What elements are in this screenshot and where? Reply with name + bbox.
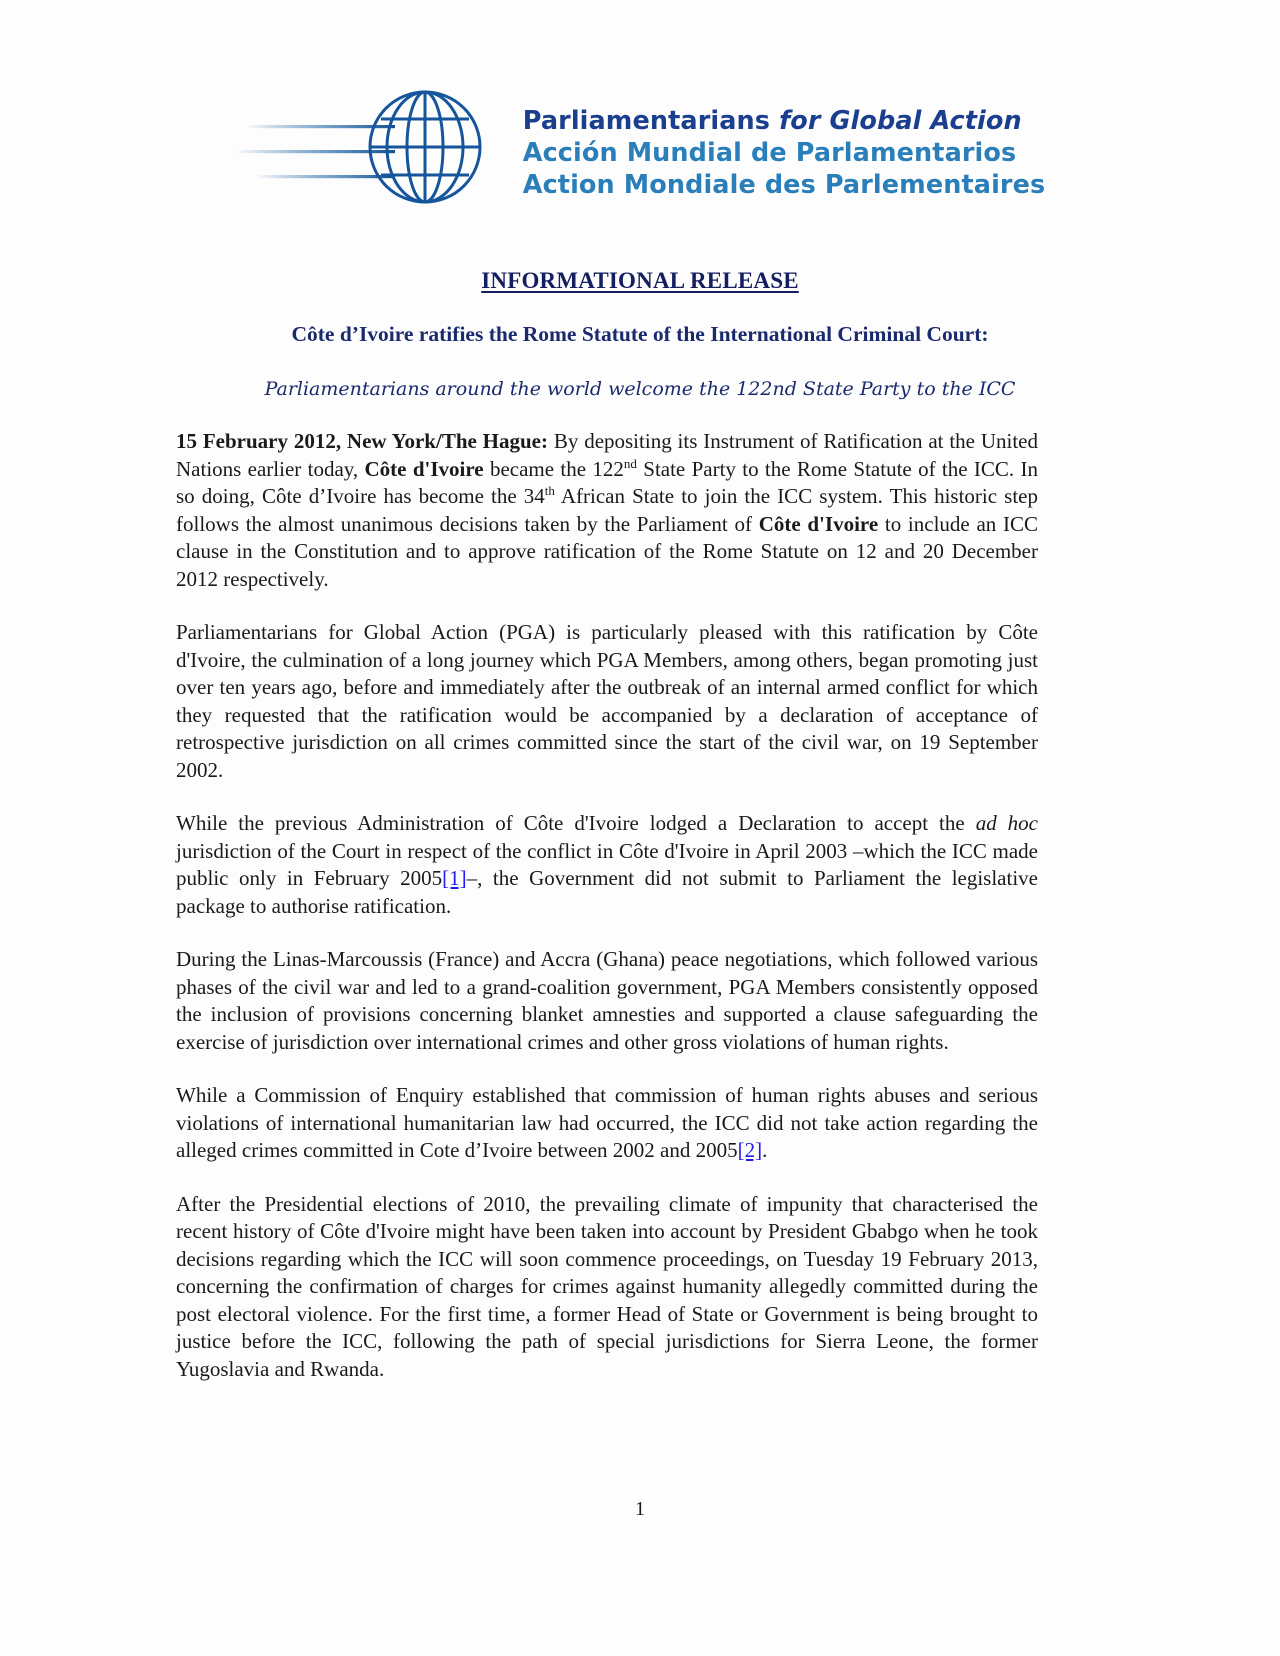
- p1-text-4: African State to join the ICC system. This historic step follows the almost unanimous decisions taken by the Parliament of: [176, 484, 1038, 536]
- organization-names: [523, 93, 1046, 201]
- document-title-text: INFORMATIONAL RELEASE: [481, 268, 799, 293]
- p3-text-3: –, the Government did not submit to Parliament the legislative package to authorise ratification.: [176, 866, 1038, 918]
- org-name-french: Action Mondiale des Parlementaires: [522, 170, 1046, 201]
- paragraph-3: [176, 810, 1038, 920]
- globe-wireframe-icon: [235, 88, 505, 206]
- org-name-en-regular: Parliamentarians: [522, 105, 780, 136]
- p1-bold-2: Côte d'Ivoire: [758, 511, 879, 536]
- document-body: [176, 428, 1038, 1383]
- paragraph-2: Parliamentarians for Global Action (PGA) is particularly pleased with this ratification by Côte d'Ivoire, the culmination of a long journey which PGA Members, among others, began promoting just over ten years ago, before and immediately after the outbreak of an internal armed conflict for which they requested that the ratification would be accompanied by a declaration of acceptance of retrospective jurisdiction on all crimes committed since the start of the civil war, on 19 September 2002.: [176, 620, 1038, 782]
- page-number: 1: [635, 1498, 645, 1520]
- paragraph-1: [176, 428, 1038, 593]
- p1-ordinal-1: nd: [623, 455, 637, 471]
- p1-text-2: became the 122: [483, 456, 624, 481]
- org-name-spanish: Acción Mundial de Parlamentarios: [522, 137, 1017, 168]
- p1-text-3: State Party to the Rome Statute of the ICC. In so doing, Côte d’Ivoire has become the 34: [176, 456, 1038, 508]
- p1-ordinal-2: th: [544, 483, 555, 498]
- p5-text-1: While a Commission of Enquiry established that commission of human rights abuses and serious violations of international humanitarian law had occurred, the ICC did not take action regarding the alleged crimes committed in Cote d’Ivoire between 2002 and 2005: [176, 1083, 1038, 1162]
- footnote-link-2[interactable]: [2]: [737, 1138, 763, 1162]
- p1-bold-1: Côte d'Ivoire: [364, 456, 484, 481]
- p3-italic-1: ad hoc: [975, 811, 1038, 835]
- p3-text-2: jurisdiction of the Court in respect of the conflict in Côte d'Ivoire in April 2003 –which the ICC made public only in February 2005: [176, 838, 1038, 890]
- org-name-english: [523, 105, 1046, 137]
- dateline: 15 February 2012, New York/The Hague:: [176, 429, 548, 453]
- letterhead: [0, 88, 1280, 208]
- paragraph-5: [176, 1082, 1038, 1165]
- paragraph-4: During the Linas-Marcoussis (France) and Accra (Ghana) peace negotiations, which followed various phases of the civil war and led to a grand-coalition government, PGA Members consistently opposed the inclusion of provisions concerning blanket amnesties and supported a clause safeguarding the exercise of jurisdiction over international crimes and other gross violations of human rights.: [176, 947, 1038, 1054]
- footnote-link-1[interactable]: [1]: [442, 866, 467, 890]
- paragraph-6: After the Presidential elections of 2010, the prevailing climate of impunity that characterised the recent history of Côte d'Ivoire might have been taken into account by President Gbabgo when he took decisions regarding which the ICC will soon commence proceedings, on Tuesday 19 February 2013, concerning the confirmation of charges for crimes against humanity allegedly committed during the post electoral violence. For the first time, a former Head of State or Government is being brought to justice before the ICC, following the path of special jurisdictions for Sierra Leone, the former Yugoslavia and Rwanda.: [176, 1191, 1038, 1381]
- p3-text-1: While the previous Administration of Côte d'Ivoire lodged a Declaration to accept the: [176, 811, 976, 835]
- p1-text-5: to include an ICC clause in the Constitution and to approve ratification of the Rome Statute on 12 and 20 December 2012 respectively.: [176, 511, 1038, 591]
- document-title: [0, 268, 1280, 294]
- document-tagline: Parliamentarians around the world welcome the 122nd State Party to the ICC: [264, 378, 1016, 400]
- document-subtitle: Côte d’Ivoire ratifies the Rome Statute of the International Criminal Court:: [291, 322, 989, 346]
- organization-logo: [235, 88, 1046, 206]
- p5-text-2: .: [762, 1138, 768, 1162]
- org-name-en-italic: for Global Action: [779, 105, 1022, 136]
- p1-text-1: By depositing its Instrument of Ratification at the United Nations earlier today,: [176, 429, 1039, 481]
